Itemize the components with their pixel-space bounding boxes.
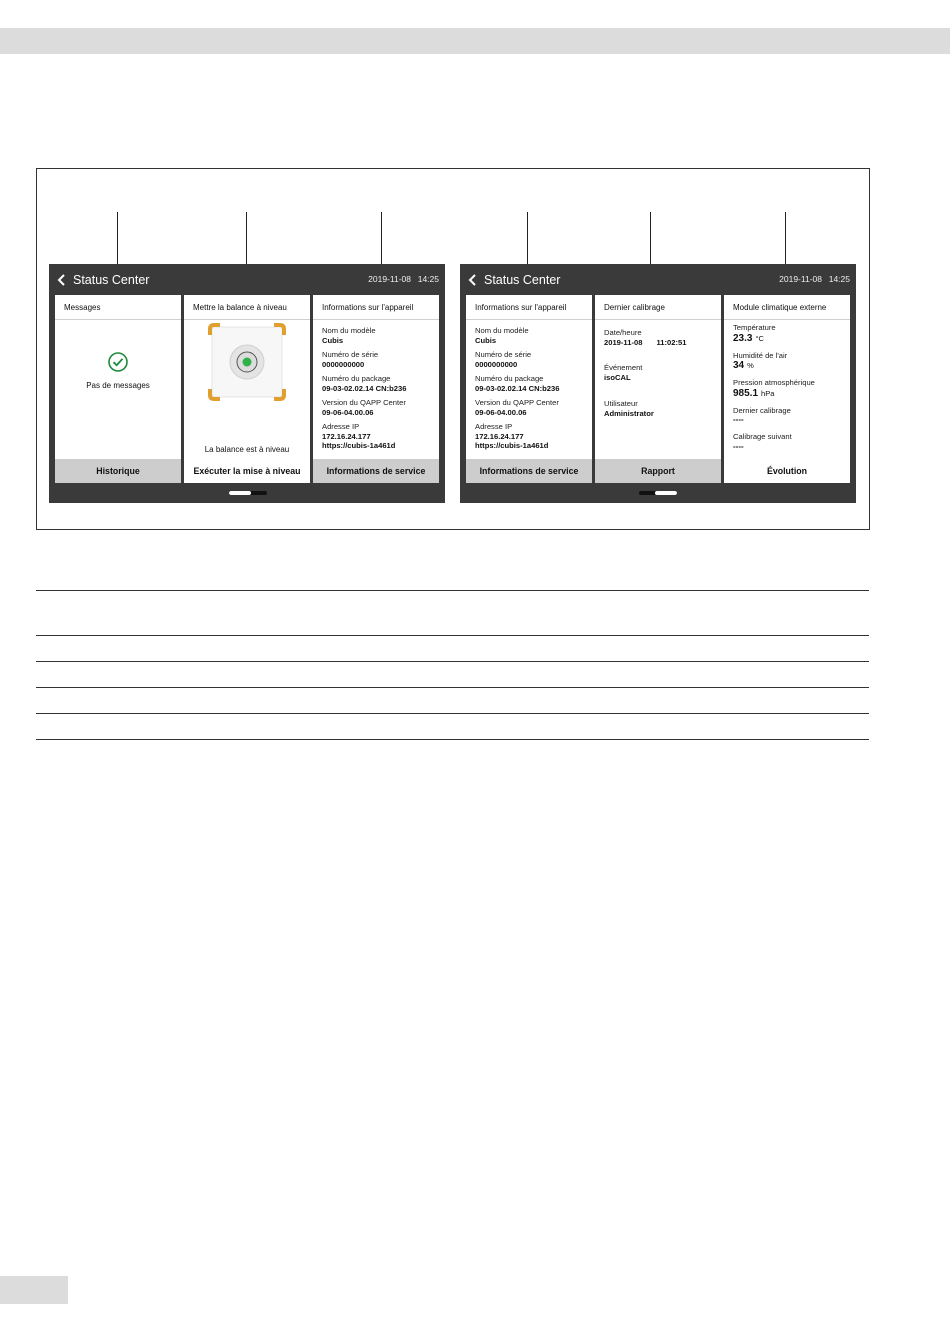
last-calibration-label: Dernier calibrage [733, 405, 791, 415]
model-value: Cubis [322, 335, 344, 345]
screen-header [49, 264, 445, 295]
ip-value: 172.16.24.177 [475, 431, 524, 441]
card-header [184, 295, 310, 320]
table-rule [36, 739, 869, 740]
card-header [313, 295, 439, 320]
calibration-date: 2019-11-08 [604, 338, 643, 347]
calibration-datetime [604, 328, 686, 348]
level-bubble-icon [208, 323, 286, 401]
model-label: Nom du modèle [475, 326, 529, 335]
screen-date: 2019-11-08 [368, 274, 411, 284]
pressure-label: Pression atmosphérique [733, 378, 815, 387]
card-title: Informations sur l'appareil [475, 303, 567, 312]
serial-value: 0000000000 [475, 359, 518, 369]
temperature-label: Température [733, 323, 776, 332]
datetime-label: Date/heure [604, 328, 642, 337]
humidity-unit: % [747, 361, 754, 370]
status-center-screen-1 [49, 264, 445, 503]
card-header [724, 295, 850, 320]
screen-date: 2019-11-08 [779, 274, 822, 284]
card-title: Messages [64, 303, 101, 312]
screen-time: 14:25 [828, 274, 850, 284]
card-title: Dernier calibrage [604, 303, 665, 312]
table-rule [36, 590, 869, 591]
screen-time: 14:25 [417, 274, 439, 284]
calibration-user [604, 399, 654, 419]
screen-title: Status Center [484, 273, 561, 287]
page-footer-box [0, 1276, 68, 1304]
report-button[interactable]: Rapport [595, 459, 721, 483]
temperature-unit: °C [755, 333, 764, 343]
messages-card [55, 295, 181, 483]
page-indicator[interactable] [229, 491, 267, 495]
last-calibration-value: ---- [733, 415, 744, 424]
serial-label: Numéro de série [475, 350, 532, 359]
device-url: https://cubis-1a461d [322, 441, 396, 450]
chevron-left-icon[interactable] [57, 274, 67, 286]
event-value: isoCAL [604, 373, 631, 382]
ip-value: 172.16.24.177 [322, 431, 371, 441]
level-card [184, 295, 310, 483]
check-circle-icon [107, 351, 129, 373]
model-value: Cubis [475, 335, 497, 345]
ip-label: Adresse IP [475, 422, 513, 431]
page-indicator-active [655, 491, 677, 495]
status-center-screen-2 [460, 264, 856, 503]
header-bar [0, 28, 950, 54]
model-label: Nom du modèle [322, 326, 376, 335]
pressure-value: 985.1 hPa [733, 387, 775, 399]
climate-module-card [724, 295, 850, 483]
device-info-list [475, 326, 591, 456]
humidity-label: Humidité de l'air [733, 350, 788, 360]
run-leveling-button[interactable]: Exécuter la mise à niveau [184, 459, 310, 483]
package-label: Numéro du package [475, 374, 544, 383]
package-value: 09-03-02.02.14 CN:b236 [322, 383, 407, 393]
package-value: 09-03-02.02.14 CN:b236 [475, 383, 560, 393]
table-rule [36, 687, 869, 688]
device-url: https://cubis-1a461d [475, 441, 549, 450]
humidity-value: 34 % [733, 360, 754, 371]
card-header [595, 295, 721, 320]
chevron-left-icon[interactable] [468, 274, 478, 286]
table-rule [36, 713, 869, 714]
next-calibration-value: ---- [733, 441, 744, 451]
screen-title: Status Center [73, 273, 150, 287]
card-header [466, 295, 592, 320]
level-status-text: La balance est à niveau [204, 445, 290, 454]
device-info-card [313, 295, 439, 483]
table-rule [36, 635, 869, 636]
card-title: Mettre la balance à niveau [193, 303, 287, 312]
service-info-button[interactable]: Informations de service [313, 459, 439, 483]
evolution-button[interactable]: Évolution [724, 459, 850, 483]
pressure-unit: hPa [761, 388, 775, 398]
user-label: Utilisateur [604, 399, 638, 408]
serial-value: 0000000000 [322, 359, 365, 369]
page-indicator-active [229, 491, 251, 495]
page-indicator[interactable] [639, 491, 677, 495]
no-messages-text: Pas de messages [86, 381, 150, 390]
next-calibration-label: Calibrage suivant [733, 432, 792, 441]
card-header [55, 295, 181, 320]
table-rule [36, 661, 869, 662]
calibration-time: 11:02:51 [656, 338, 687, 347]
device-info-card [466, 295, 592, 483]
card-title: Informations sur l'appareil [322, 303, 414, 312]
qapp-version-label: Version du QAPP Center [322, 398, 406, 407]
datetime-value [604, 338, 686, 348]
qapp-version-value: 09-06-04.00.06 [475, 407, 527, 417]
qapp-version-value: 09-06-04.00.06 [322, 407, 374, 417]
calibration-event [604, 363, 642, 383]
history-button[interactable]: Historique [55, 459, 181, 483]
card-title: Module climatique externe [733, 303, 827, 312]
user-value: Administrator [604, 409, 654, 418]
screen-header [460, 264, 856, 295]
temperature-value: 23.3 °C [733, 332, 764, 344]
qapp-version-label: Version du QAPP Center [475, 398, 559, 407]
event-label: Événement [604, 363, 643, 372]
device-info-list [322, 326, 438, 456]
serial-label: Numéro de série [322, 350, 379, 359]
service-info-button[interactable]: Informations de service [466, 459, 592, 483]
last-calibration-card [595, 295, 721, 483]
climate-list [733, 323, 849, 459]
package-label: Numéro du package [322, 374, 391, 383]
ip-label: Adresse IP [322, 422, 360, 431]
